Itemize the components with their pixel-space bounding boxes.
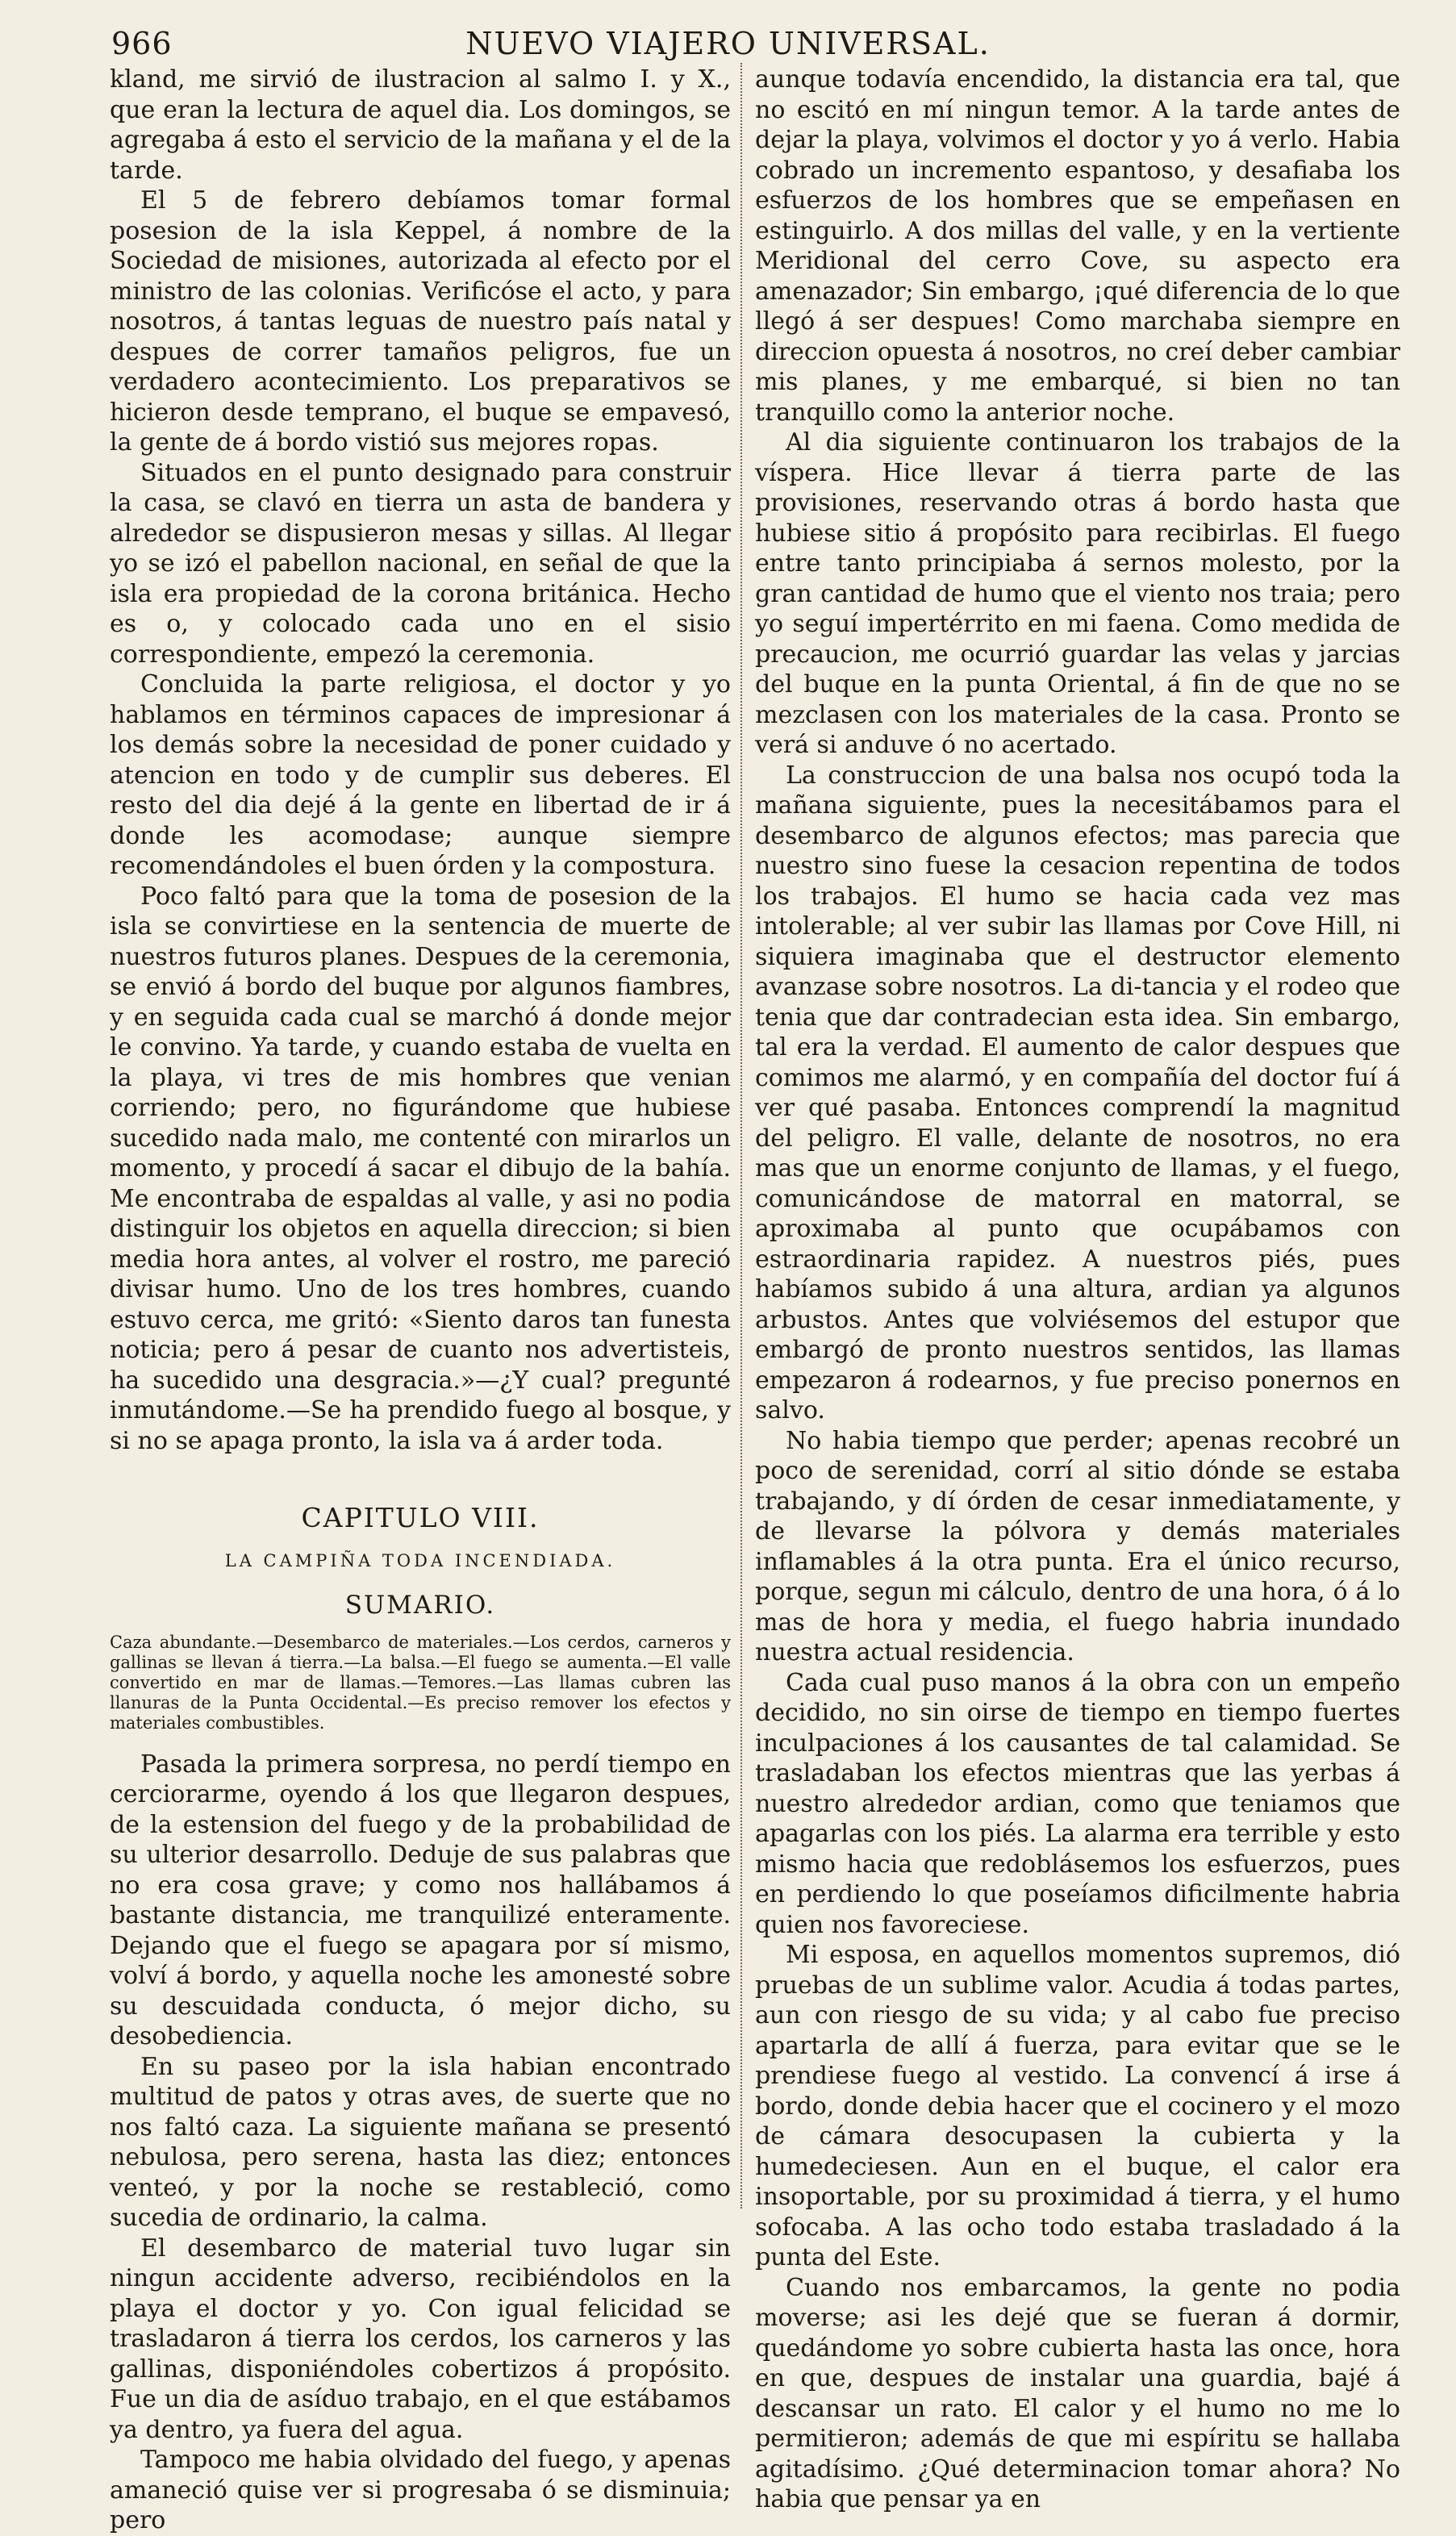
paragraph: Mi esposa, en aquellos momentos supremos, dió pruebas de un sublime valor. Acudia á todas partes, aun con riesgo de su vida; y al cabo fue preciso apartarla de allí á fuerza, para evitar que se le prendiese fuego al vestido. La convencí á irse á bordo, donde debia hacer que el cocinero y el mozo de cámara desocupasen la cubierta y la humedeciesen. Aun en el buque, el calor era insoportable, por su proximidad á tierra, y el humo sofocaba. A las ocho todo estaba trasladado á la punta del Este. — [755, 1941, 1400, 2271]
paragraph: Al dia siguiente continuaron los trabajos de la víspera. Hice llevar á tierra parte de las provisiones, reservando otras á bordo hasta que hubiese sitio á propósito para recibirlas. El fuego entre tanto principiaba á sernos molesto, por la gran cantidad de humo que el viento nos traia; pero yo seguí impertérrito en mi faena. Como medida de precaucion, me ocurrió guardar las velas y jarcias del buque en la punta Oriental, á fin de que no se mezclasen con los materiales de la casa. Pronto se verá si anduve ó no acertado. — [755, 428, 1400, 759]
paragraph: El desembarco de material tuvo lugar sin ningun accidente adverso, recibiéndolos en la playa el doctor y yo. Con igual felicidad se trasladaron á tierra los cerdos, los carneros y las gallinas, disponiéndoles cobertizos á propósito. Fue un dia de asíduo trabajo, en el que estábamos ya dentro, ya fuera del agua. — [110, 2234, 731, 2444]
summary-text: Caza abundante.—Desembarco de materiales.—Los cerdos, carneros y gallinas se llevan á tierra.—La balsa.—El fuego se aumenta.—El valle convertido en mar de llamas.—Temores.—Las llamas cubren las llanuras de la Punta Occidental.—Es preciso remover los efectos y materiales combustibles. — [110, 1632, 731, 1733]
column-divider — [741, 63, 742, 2209]
paragraph: Cada cual puso manos á la obra con un empeño decidido, no sin oirse de tiempo en tiempo fuertes inculpaciones á los causantes de tal calamidad. Se trasladaban los efectos mientras que las yerbas á nuestro alrededor ardian, como que teniamos que apagarlas con los piés. La alarma era terrible y esto mismo hacia que redoblásemos los esfuerzos, pues en perdiendo lo que poseíamos dificilmente habria quien nos favoreciese. — [755, 1668, 1400, 1939]
running-title: NUEVO VIAJERO UNIVERSAL. — [465, 26, 991, 61]
page-number: 966 — [111, 26, 173, 61]
paragraph: Pasada la primera sorpresa, no perdí tiempo en cerciorarme, oyendo á los que llegaron despues, de la estension del fuego y de la probabilidad de su ulterior desarrollo. Deduje de sus palabras que no era cosa grave; y como nos hallábamos á bastante distancia, me tranquilizé enteramente. Dejando que el fuego se apagara por sí mismo, volví á bordo, y aquella noche les amonesté sobre su descuidada conducta, ó mejor dicho, su desobediencia. — [110, 1750, 731, 2050]
chapter-title: CAPITULO VIII. — [301, 1502, 540, 1533]
summary-heading: SUMARIO. — [344, 1591, 496, 1620]
page-header — [0, 23, 1456, 68]
paragraph: No habia tiempo que perder; apenas recobré un poco de serenidad, corrí al sitio dónde se estaba trabajando, y dí órden de cesar inmediatamente, y de llevarse la pólvora y demás materiales inflamables á la otra punta. Era el único recurso, porque, segun mi cálculo, dentro de una hora, ó á lo mas de hora y media, el fuego habria inundado nuestra actual residencia. — [755, 1426, 1400, 1666]
paragraph: El 5 de febrero debíamos tomar formal posesion de la isla Keppel, á nombre de la Sociedad de misiones, autorizada al efecto por el ministro de las colonias. Verificóse el acto, y para nosotros, á tantas leguas de nuestro país natal y despues de correr tamaños peligros, fue un verdadero acontecimiento. Los preparativos se hicieron desde temprano, el buque se empavesó, la gente de á bordo vistió sus mejores ropas. — [110, 186, 731, 457]
right-column — [755, 65, 1400, 2513]
paragraph: Poco faltó para que la toma de posesion de la isla se convirtiese en la sentencia de muerte de nuestros futuros planes. Despues de la ceremonia, se envió á bordo del buque por algunos fiambres, y en seguida cada cual se marchó á donde mejor le convino. Ya tarde, y cuando estaba de vuelta en la playa, vi tres de mis hombres que venian corriendo; pero, no figurándome que hubiese sucedido nada malo, me contenté con mirarlos un momento, y procedí á sacar el dibujo de la bahía. Me encontraba de espaldas al valle, y asi no podia distinguir los objetos en aquella direccion; si bien media hora antes, al volver el rostro, me pareció divisar humo. Uno de los tres hombres, cuando estuvo cerca, me gritó: «Siento daros tan funesta noticia; pero á pesar de cuanto nos advertisteis, ha sucedido una desgracia.»—¿Y cual? pregunté inmutándome.—Se ha prendido fuego al bosque, y si no se apaga pronto, la isla va á arder toda. — [110, 882, 731, 1455]
paragraph: Tampoco me habia olvidado del fuego, y apenas amaneció quise ver si progresaba ó se disminuia; pero — [110, 2446, 731, 2534]
paragraph: Situados en el punto designado para construir la casa, se clavó en tierra un asta de bandera y alrededor se dispusieron mesas y sillas. Al llegar yo se izó el pabellon nacional, en señal de que la isla era propiedad de la corona británica. Hecho es o, y colocado cada uno en el sisio correspondiente, empezó la ceremonia. — [110, 458, 731, 669]
paragraph: En su paseo por la isla habian encontrado multitud de patos y otras aves, de suerte que no nos faltó caza. La siguiente mañana se presentó nebulosa, pero serena, hasta las diez; entonces venteó, y por la noche se restableció, como sucedia de ordinario, la calma. — [110, 2052, 731, 2232]
paragraph: La construccion de una balsa nos ocupó toda la mañana siguiente, pues la necesitábamos para el desembarco de algunos efectos; mas parecia que nuestro sino fuese la cesacion repentina de todos los trabajos. El humo se hacia cada vez mas intolerable; al ver subir las llamas por Cove Hill, ni siquiera imaginaba que el destructor elemento avanzase sobre nosotros. La di-tancia y el rodeo que tenia que dar contradecian esta idea. Sin embargo, tal era la verdad. El aumento de calor despues que comimos me alarmó, y en compañía del doctor fuí á ver qué pasaba. Entonces comprendí la magnitud del peligro. El valle, delante de nosotros, no era mas que un enorme conjunto de llamas, y el fuego, comunicándose de matorral en matorral, se aproximaba al punto que ocupábamos con estraordinaria rapidez. A nuestros piés, pues habíamos subido á una altura, ardian ya algunos arbustos. Antes que volviésemos del estupor que embargó de pronto nuestros sentidos, las llamas empezaron á rodearnos, y fue preciso ponernos en salvo. — [755, 761, 1400, 1424]
chapter-subtitle: LA CAMPIÑA TODA INCENDIADA. — [224, 1550, 616, 1570]
paragraph: aunque todavía encendido, la distancia era tal, que no escitó en mí ningun temor. A la tarde antes de dejar la playa, volvimos el doctor y yo á verlo. Habia cobrado un incremento espantoso, y desafiaba los esfuerzos de los hombres que se empeñasen en estinguirlo. A dos millas del valle, y en la vertiente Meridional del cerro Cove, su aspecto era amenazador; Sin embargo, ¡qué diferencia de lo que llegó á ser despues! Como marchaba siempre en direccion opuesta á nosotros, no creí deber cambiar mis planes, y me embarqué, si bien no tan tranquillo como la anterior noche. — [755, 65, 1400, 427]
left-column — [110, 65, 731, 2534]
paragraph: Cuando nos embarcamos, la gente no podia moverse; asi les dejé que se fueran á dormir, quedándome yo sobre cubierta hasta las once, hora en que, despues de instalar una guardia, bajé á descansar un rato. El calor y el humo no me lo permitieron; además de que mi espíritu se hallaba agitadísimo. ¿Qué determinacion tomar ahora? No habia que pensar ya en — [755, 2273, 1400, 2513]
paragraph: kland, me sirvió de ilustracion al salmo I. y X., que eran la lectura de aquel dia. Los domingos, se agregaba á esto el servicio de la mañana y el de la tarde. — [110, 65, 731, 185]
paragraph: Concluida la parte religiosa, el doctor y yo hablamos en términos capaces de impresionar á los demás sobre la necesidad de poner cuidado y atencion en todo y de cumplir sus deberes. El resto del dia dejé á la gente en libertad de ir á donde les acomodase; aunque siempre recomendándoles el buen órden y la compostura. — [110, 670, 731, 880]
